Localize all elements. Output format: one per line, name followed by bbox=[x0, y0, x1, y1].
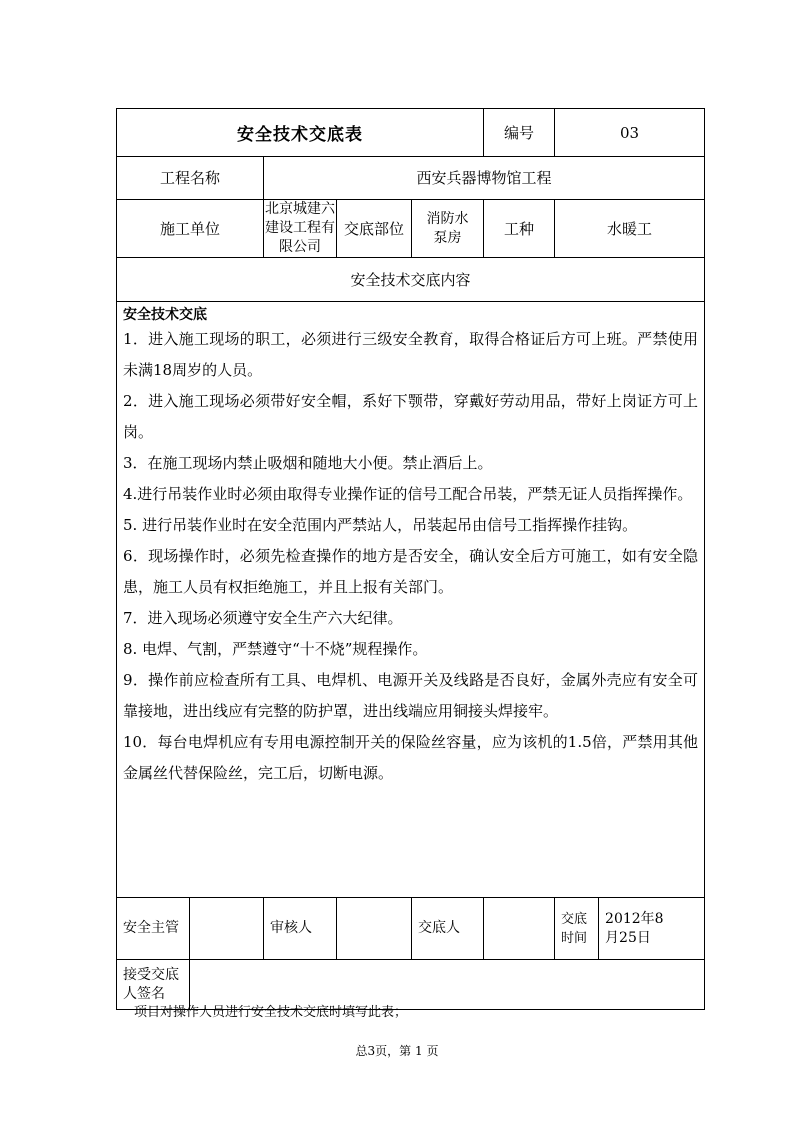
part-value: 消防水泵房 bbox=[412, 200, 484, 258]
number-value: 03 bbox=[555, 109, 705, 157]
discloser-signature[interactable] bbox=[484, 898, 555, 960]
safety-chief-label: 安全主管 bbox=[117, 898, 190, 960]
clause-10: 10．每台电焊机应有专用电源控制开关的保险丝容量，应为该机的1.5倍，严禁用其他金属丝代替保险丝，完工后，切断电源。 bbox=[123, 733, 699, 782]
project-value: 西安兵器博物馆工程 bbox=[264, 157, 705, 200]
trade-label: 工种 bbox=[484, 200, 555, 258]
trade-value: 水暖工 bbox=[555, 200, 705, 258]
body-title: 安全技术交底 bbox=[123, 307, 207, 323]
footnote: 项目对操作人员进行安全技术交底时填写此表； bbox=[134, 1005, 408, 1020]
content-body bbox=[117, 302, 705, 898]
clause-9: 9．操作前应检查所有工具、电焊机、电源开关及线路是否良好，金属外壳应有安全可靠接地，进出线应有完整的防护罩，进出线端应用铜接头焊接牢。 bbox=[123, 671, 699, 720]
number-label: 编号 bbox=[484, 109, 555, 157]
disclosure-form bbox=[116, 108, 704, 1010]
project-label: 工程名称 bbox=[117, 157, 264, 200]
discloser-label: 交底人 bbox=[412, 898, 484, 960]
unit-value: 北京城建六建设工程有限公司 bbox=[264, 200, 337, 258]
clause-2: 2．进入施工现场必须带好安全帽，系好下颚带，穿戴好劳动用品，带好上岗证方可上岗。 bbox=[123, 392, 699, 441]
reviewer-label: 审核人 bbox=[264, 898, 337, 960]
clause-3: 3．在施工现场内禁止吸烟和随地大小便。禁止酒后上。 bbox=[123, 454, 493, 472]
receiver-label: 接受交底人签名 bbox=[117, 960, 190, 1010]
content-heading: 安全技术交底内容 bbox=[117, 258, 705, 302]
form-title: 安全技术交底表 bbox=[237, 125, 364, 145]
date-label: 交底时间 bbox=[555, 898, 599, 960]
safety-chief-signature[interactable] bbox=[190, 898, 264, 960]
clause-1: 1．进入施工现场的职工，必须进行三级安全教育，取得合格证后方可上班。严禁使用未满18周岁的人员。 bbox=[123, 330, 699, 379]
clause-4: 4.进行吊装作业时必须由取得专业操作证的信号工配合吊装，严禁无证人员指挥操作。 bbox=[123, 485, 693, 503]
clause-8: 8. 电焊、气割，严禁遵守“十不烧”规程操作。 bbox=[123, 640, 428, 658]
clause-6: 6．现场操作时，必须先检查操作的地方是否安全，确认安全后方可施工，如有安全隐患，施工人员有权拒绝施工，并且上报有关部门。 bbox=[123, 547, 699, 596]
unit-label: 施工单位 bbox=[117, 200, 264, 258]
page-counter: 总3页，第 1 页 bbox=[355, 1044, 439, 1058]
date-value: 2012年8月25日 bbox=[599, 898, 705, 960]
part-label: 交底部位 bbox=[337, 200, 412, 258]
form-title-cell bbox=[117, 109, 484, 157]
clause-5: 5. 进行吊装作业时在安全范围内严禁站人，吊装起吊由信号工指挥操作挂钩。 bbox=[123, 516, 638, 534]
reviewer-signature[interactable] bbox=[337, 898, 412, 960]
clause-7: 7．进入现场必须遵守安全生产六大纪律。 bbox=[123, 609, 403, 627]
form-table bbox=[116, 108, 705, 1010]
